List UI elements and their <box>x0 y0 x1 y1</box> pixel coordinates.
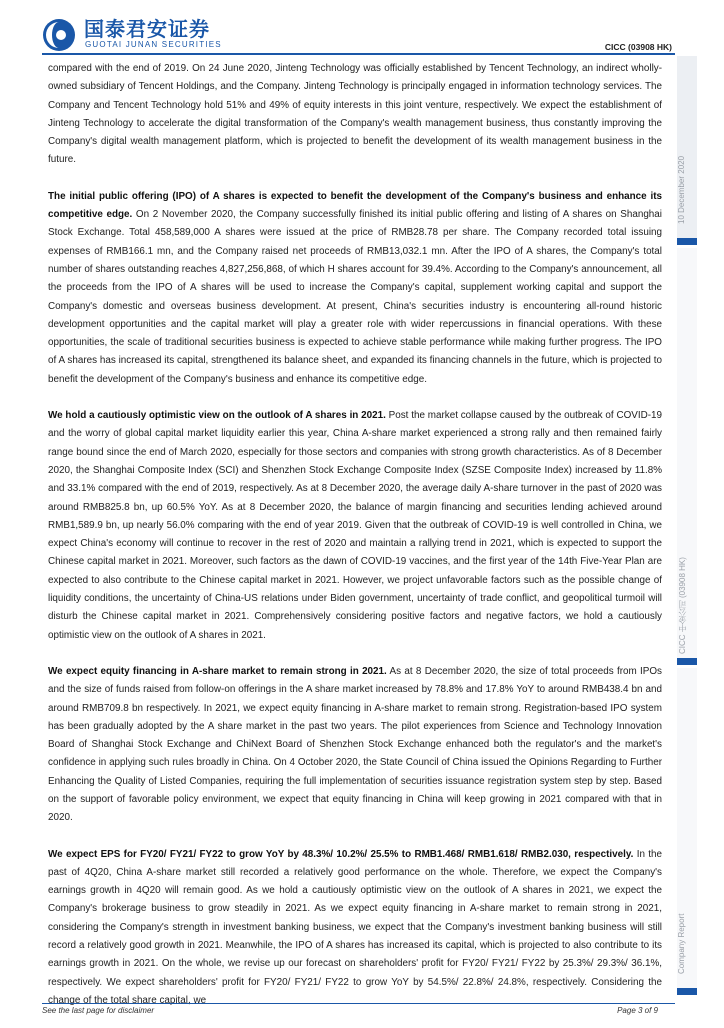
company-name-vertical: CICC 中金公司 (03908 HK) <box>678 557 687 654</box>
paragraph-heading: We hold a cautiously optimistic view on the outlook of A shares in 2021. <box>48 410 386 422</box>
paragraph-text: On 2 November 2020, the Company successfully finished its initial public offering and listing of A shares on Shanghai Stock Exchange. Total 458,589,000 A shares were issued at the price of RMB28.78 per share. The Company recorded total issuing expenses of RMB166.1 mn, and the Company raised net proceeds of RMB13,032.1 mn. After the IPO of A shares, the Company's total number of shares outstanding reaches 4,827,256,868, of which H shares account for 39.4%. According to the Company's announcement, all the proceeds from the IPO of A shares will be used to increase the Company's capital, supplement working capital and support the Company's domestic and overseas business development. At present, China's securities industry is encountering all-round historic development opportunities and the capital market will play a greater role with wider repercussions in financial operations. With these opportunities, the scale of traditional securities business is expected to achieve stable performance while making further progress. The IPO of A shares has increased its capital, strengthened its balance sheet, and expanded its financing channels in the future, which is projected to benefit the development of the Company's business and enhance its competitive edge. <box>48 209 662 385</box>
paragraph-ipo <box>48 188 662 389</box>
stock-ticker: CICC (03908 HK) <box>604 42 672 52</box>
side-accent-bar <box>677 658 697 665</box>
side-accent-bar <box>677 238 697 245</box>
brand-name-english: GUOTAI JUNAN SECURITIES <box>85 40 222 49</box>
paragraph-text: compared with the end of 2019. On 24 June 2020, Jinteng Technology was officially established by Tencent Technology, an indirect wholly-owned subsidiary of Tencent Holdings, and the Company. Jinteng Technology is principally engaged in information technology services. The Company and Tencent Technology hold 51% and 49% of equity interests in this joint venture, respectively. We expect the establishment of Jinteng Technology to accelerate the digital transformation of the Company's wealth management business, thus constantly improving the Company's digital wealth management platform, which is projected to benefit the development of its wealth management business in the future. <box>48 63 662 166</box>
paragraph-text: Post the market collapse caused by the outbreak of COVID-19 and the worry of global capital market liquidity earlier this year, China A-share market experienced a strong rally and then remained fairly range bound since the end of March 2020, especially for those sectors and companies with strong growth characteristics. As of 8 December 2020, the Shanghai Composite Index (SCI) and Shenzhen Stock Exchange Composite Index (SZSE Composite Index) increased by 11.8% and 33.1% compared with the end of 2019, respectively. As at 8 December 2020, the average daily A-share turnover in the past of 2020 was around RMB825.8 bn, up 60.5% YoY. As at 8 December 2020, the balance of margin financing and securities lending achieved around RMB1,589.9 bn, up nearly 56.0% comparing with the end of year 2019. Given that the outbreak of COVID-19 is well controlled in China, we expect China's economy will continue to recover in the rest of 2020 and maintain a rallying trend in 2021, which is expected to support the Chinese capital market in 2021. Moreover, such factors as the dawn of COVID-19 vaccines, and the first year of the 14th Five-Year Plan are expected to also contribute to the Chinese capital market in 2021. However, we project unfavorable factors such as the possible change of liquidity conditions, the uncertainty of China-US relations under Biden government, uncertainty of trade conflict, and geopolitical turmoil will disturb the Chinese capital market in 2021. Comprehensively considering positive factors and negative factors, we hold a cautiously optimistic view on the outlook of A shares in 2021. <box>48 410 662 641</box>
paragraph-text: In the past of 4Q20, China A-share market still recorded a relatively good performance on the whole. Therefore, we expect the Company's earnings growth in 4Q20 will remain good. As we hold a cautiously optimistic view on the outlook of A shares in 2021, we expect the Company's brokerage business to grow steadily in 2021. As we expect equity financing in A-share market to remain strong in 2021, considering the Company's strength in investment banking business, we expect that the Company's investment banking business will still record a relatively good growth in 2021. Meanwhile, the IPO of A shares has increased its capital, which is projected to also contribute to its earnings growth in 2021. On the whole, we revise up our forecast on shareholders' profit for FY20/ FY21/ FY22 by 25.3%/ 29.3%/ 36.1%, respectively. We expect shareholders' profit for FY20/ FY21/ FY22 to grow YoY by 54.5%/ 22.8%/ 24.8%, respectively. Considering the change of the total share capital, we <box>48 848 662 1006</box>
report-body <box>48 60 662 1028</box>
report-type: Company Report <box>677 913 686 974</box>
disclaimer-note: See the last page for disclaimer <box>42 1006 155 1015</box>
paragraph-a-share-outlook <box>48 407 662 645</box>
page-header <box>0 0 724 56</box>
brand-name-chinese: 国泰君安证券 <box>84 17 210 41</box>
side-strip <box>677 56 697 998</box>
paragraph-equity-financing <box>48 663 662 828</box>
paragraph-eps-forecast <box>48 846 662 1011</box>
header-rule <box>42 53 675 55</box>
side-accent-bar <box>677 988 697 995</box>
paragraph-heading: The initial public offering (IPO) of A shares is expected to benefit the development of the Company's business and enhance its competitive edge. <box>48 190 662 221</box>
guotai-junan-logo-icon <box>42 18 76 52</box>
footer-rule <box>42 1003 675 1004</box>
paragraph-jinteng <box>48 60 662 170</box>
page-number: Page 3 of 9 <box>617 1006 658 1015</box>
report-date: 10 December 2020 <box>677 155 686 224</box>
paragraph-heading: We expect equity financing in A-share market to remain strong in 2021. <box>48 665 387 677</box>
paragraph-heading: We expect EPS for FY20/ FY21/ FY22 to grow YoY by 48.3%/ 10.2%/ 25.5% to RMB1.468/ RMB1.618/ RMB2.030, respectively. <box>48 848 634 860</box>
paragraph-text: As at 8 December 2020, the size of total proceeds from IPOs and the size of funds raised from follow-on offerings in the A share market increased by 78.8% and 17.8% YoY to around RMB438.4 bn and around RMB709.8 bn respectively. In 2021, we expect equity financing in A-share market to remain strong. Registration-based IPO system has been gradually adopted by the A share market in the past two years. The pilot experiences from Science and Technology Innovation Board of Shanghai Stock Exchange and ChiNext Board of Shenzhen Stock Exchange enhanced both the regulator's and the market's confidence in applying such rules broadly in China. On 4 October 2020, the State Council of China issued the Opinions Regarding to Further Enhancing the Quality of Listed Companies, requiring the full implementation of securities issuance registration system step by step. Based on the support of favorable policy environment, we expect that equity financing in China will keep growing in 2021 compared with that in 2020. <box>48 665 662 824</box>
